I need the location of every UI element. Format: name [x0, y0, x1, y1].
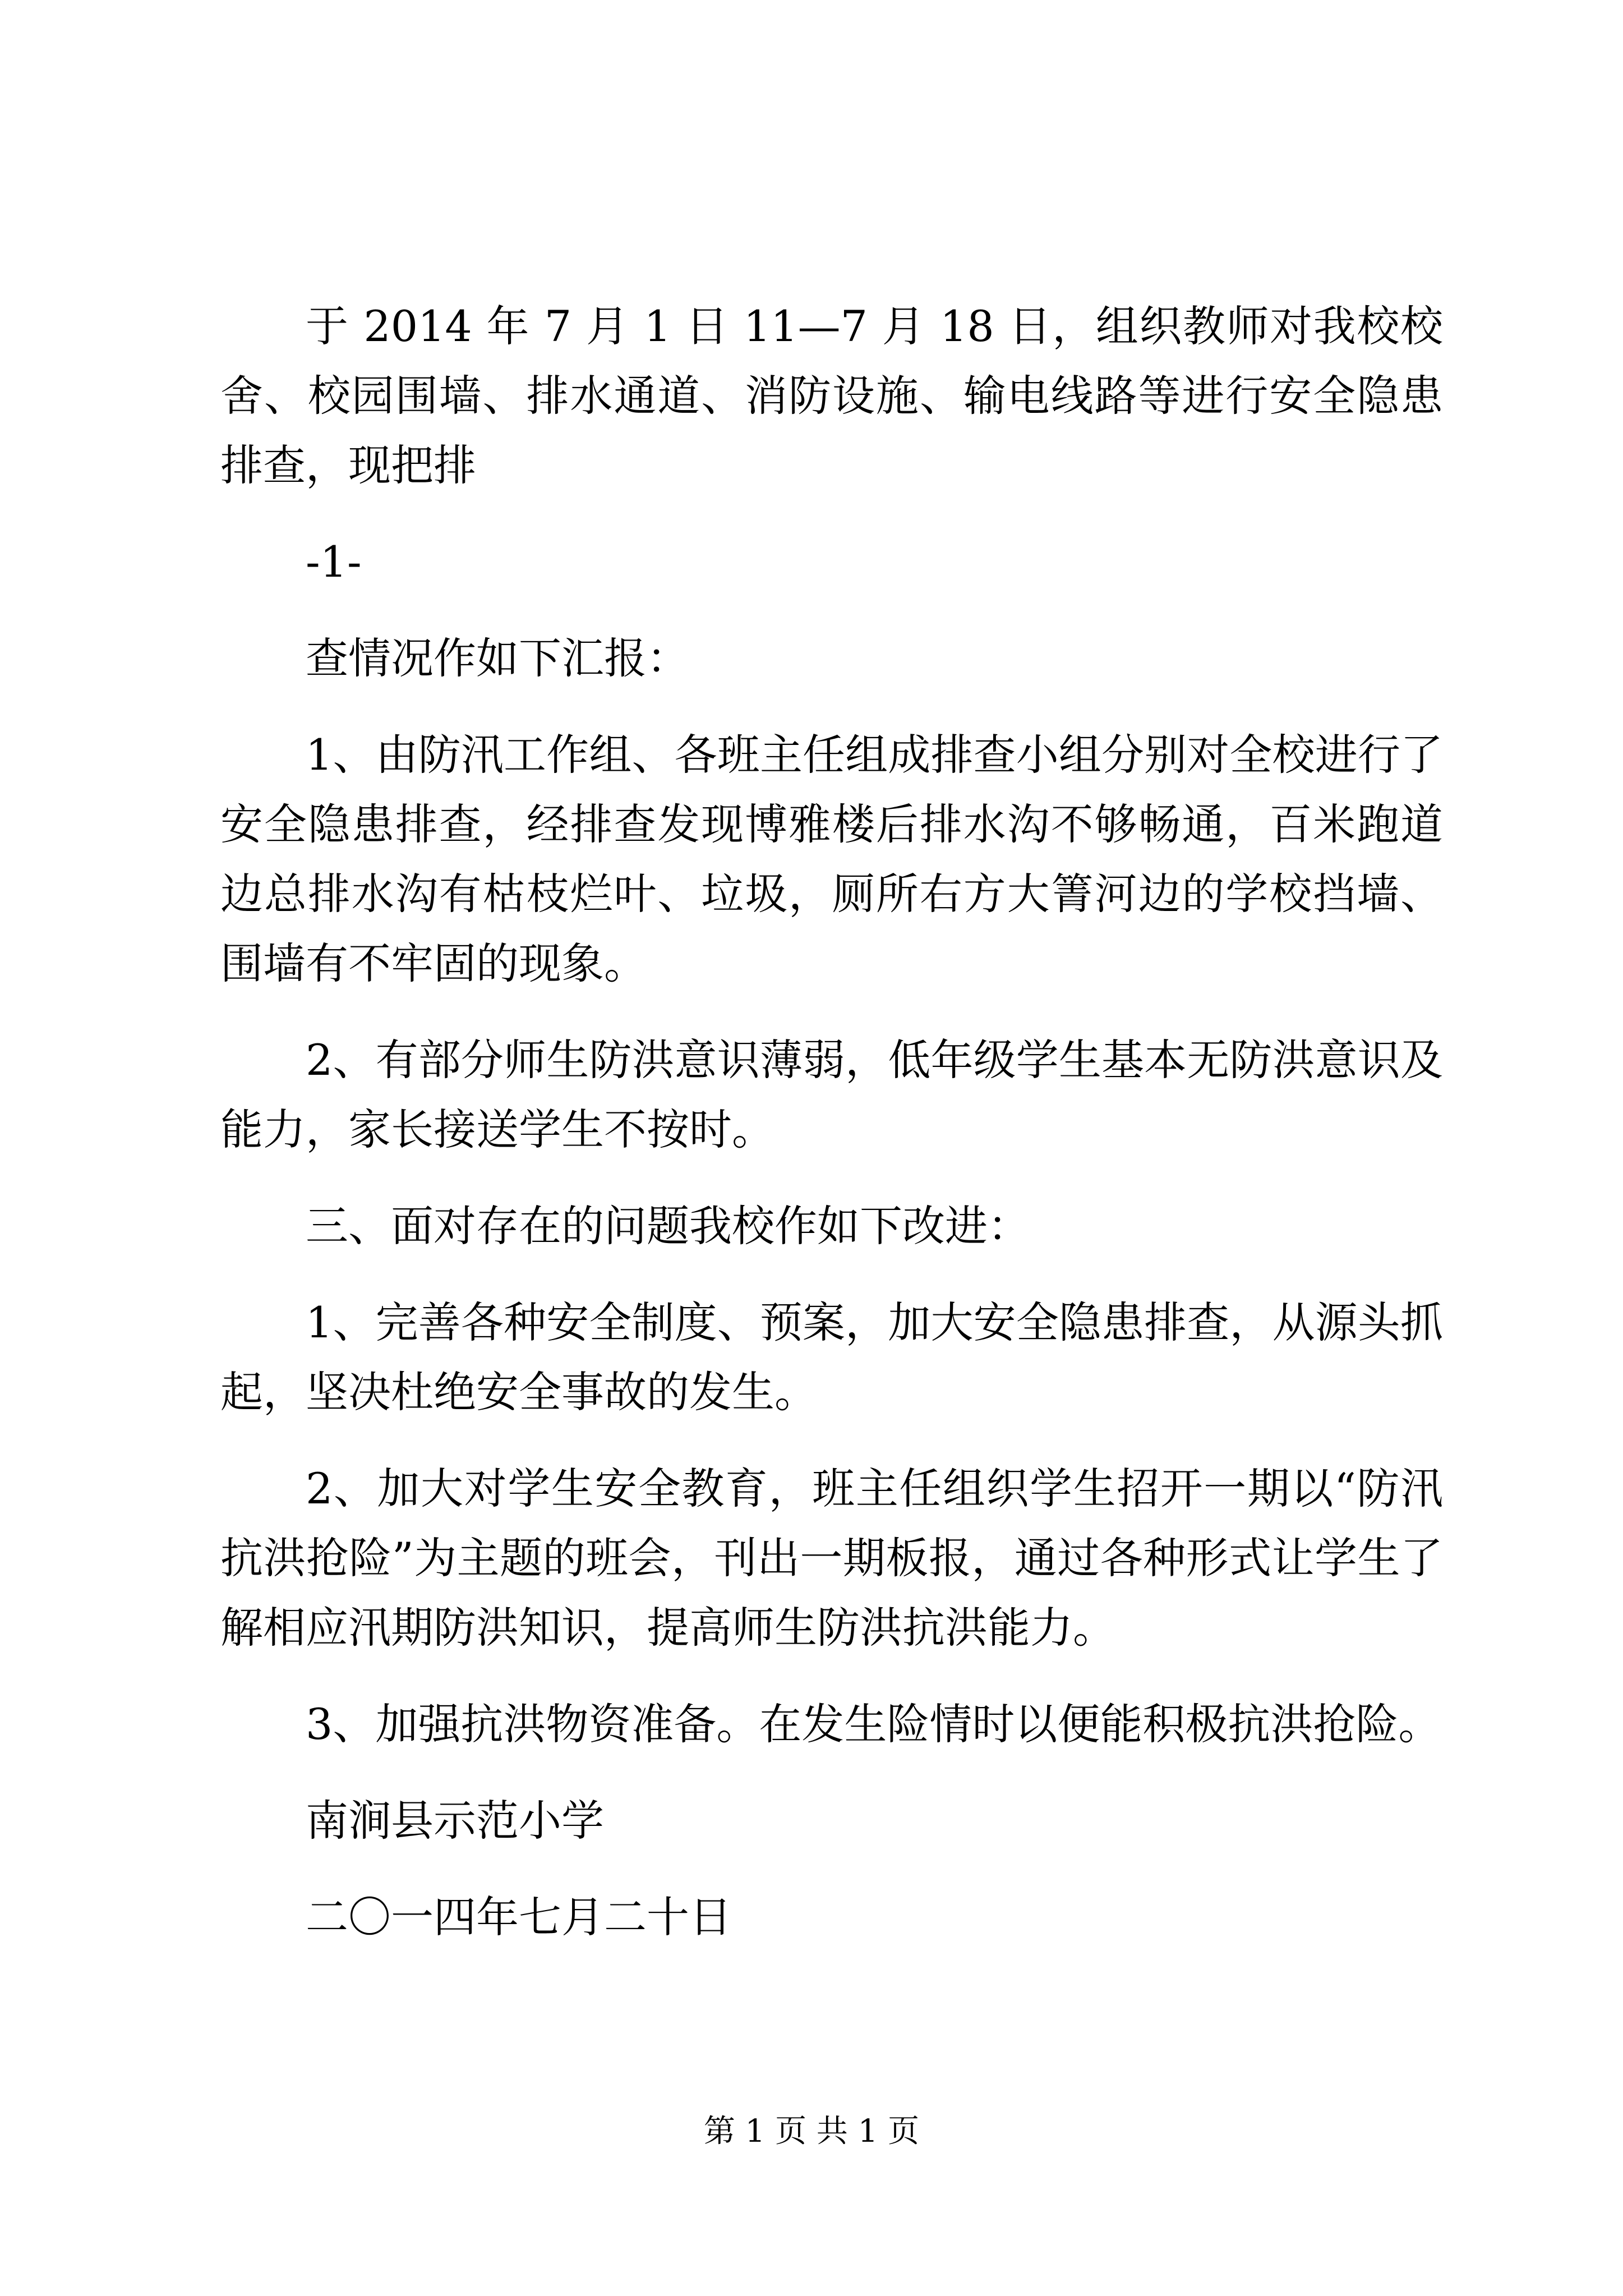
paragraph-finding-2: 2、有部分师生防洪意识薄弱，低年级学生基本无防洪意识及能力，家长接送学生不按时。 — [220, 1035, 1443, 1154]
paragraph-finding-1: 1、由防汛工作组、各班主任组成排查小组分别对全校进行了安全隐患排查，经排查发现博雅楼后排水沟不够畅通，百米跑道边总排水沟有枯枝烂叶、垃圾，厕所右方大箐河边的学校挡墙、围墙有不牢固的现象。 — [220, 730, 1443, 988]
paragraph-improvement-3: 3、加强抗洪物资准备。在发生险情时以便能积极抗洪抢险。 — [306, 1699, 1441, 1749]
signature-date: 二〇一四年七月二十日 — [306, 1892, 732, 1942]
inline-page-marker: -1- — [306, 537, 362, 587]
page-footer: 第 1 页 共 1 页 — [703, 2113, 920, 2150]
paragraph-improvements-heading: 三、面对存在的问题我校作如下改进： — [306, 1201, 1030, 1251]
paragraph-improvement-1: 1、完善各种安全制度、预案，加大安全隐患排查，从源头抓起，坚决杜绝安全事故的发生。 — [220, 1297, 1443, 1417]
document-body — [220, 292, 1443, 1979]
paragraph-intro: 于 2014 年 7 月 1 日 11—7 月 18 日，组织教师对我校校舍、校园围墙、排水通道、消防设施、输电线路等进行安全隐患排查，现把排 — [220, 301, 1443, 490]
signature-organization: 南涧县示范小学 — [306, 1796, 604, 1846]
paragraph-report-lead: 查情况作如下汇报： — [306, 633, 689, 683]
paragraph-improvement-2: 2、加大对学生安全教育，班主任组织学生招开一期以“防汛抗洪抢险”为主题的班会，刊出一期板报，通过各种形式让学生了解相应汛期防洪知识，提高师生防洪抗洪能力。 — [220, 1464, 1443, 1653]
